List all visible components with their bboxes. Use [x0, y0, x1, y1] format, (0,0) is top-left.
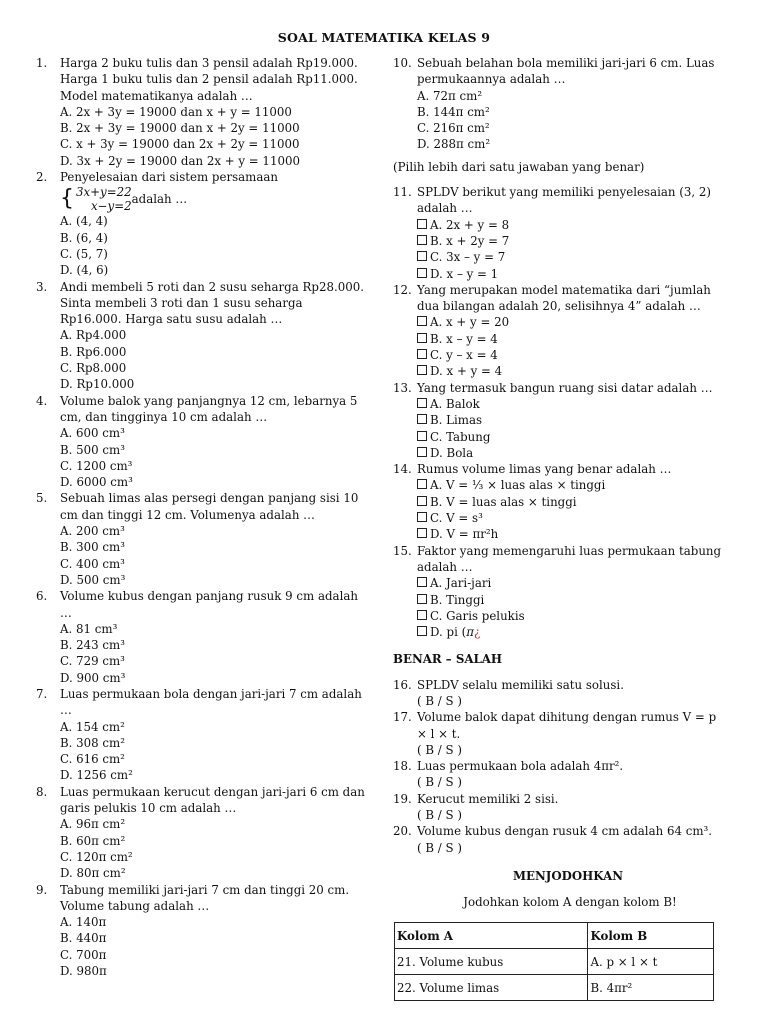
checkbox[interactable] [417, 610, 427, 620]
question-number: 7. [36, 686, 48, 701]
question-item [393, 677, 733, 710]
question-text-line: Andi membeli 5 roti dan 2 susu seharga Rp28.000. [60, 279, 364, 294]
question-item [36, 686, 372, 784]
question-body [60, 588, 372, 686]
checkbox[interactable] [417, 268, 427, 278]
option-label: C. 120π cm² [60, 849, 133, 864]
question-number: 19. [393, 791, 412, 806]
matching-heading: MENJODOHKAN [512, 868, 624, 883]
checkbox[interactable] [417, 365, 427, 375]
question-item [393, 823, 733, 856]
question-item [393, 758, 733, 791]
option-label: A. 154 cm² [60, 719, 125, 734]
question-item [393, 461, 733, 542]
checkbox[interactable] [417, 447, 427, 457]
question-item [393, 55, 733, 153]
question-number: 10. [393, 56, 412, 70]
equation-stack [76, 185, 132, 213]
option-label: C. 1200 cm³ [60, 458, 133, 473]
question-item [393, 791, 733, 824]
question-body [417, 677, 733, 710]
question-text-line: Luas permukaan bola dengan jari-jari 7 cm adalah [60, 686, 362, 701]
option-label: D. (4, 6) [60, 263, 109, 278]
question-text-line: Volume kubus dengan rusuk 4 cm adalah 64 cm³. [417, 824, 712, 839]
question-text-line: Volume kubus dengan panjang rusuk 9 cm adalah [60, 589, 358, 604]
option-label: D. pi ( [430, 625, 467, 640]
option-label: C. x + 3y = 19000 dan 2x + 2y = 11000 [60, 137, 300, 152]
checkbox[interactable] [417, 512, 427, 522]
option-label: C. 616 cm² [60, 752, 125, 767]
answer-option [60, 120, 372, 136]
checkbox-option[interactable] [417, 396, 733, 412]
option-label: D. V = πr²h [430, 527, 499, 542]
question-body [60, 279, 372, 393]
checkbox[interactable] [417, 479, 427, 489]
question-item [393, 184, 733, 282]
answer-option [417, 88, 733, 104]
option-label: D. 900 cm³ [60, 670, 126, 685]
matching-table-row [395, 975, 714, 1001]
right-column [393, 55, 733, 1001]
question-item [36, 784, 372, 882]
answer-option [417, 136, 733, 152]
option-label: B. 440π [60, 931, 107, 946]
option-label: B. V = luas alas × tinggi [430, 494, 577, 509]
question-number: 1. [36, 56, 48, 70]
pi-symbol: π [466, 625, 474, 640]
question-body [60, 169, 372, 278]
option-label: D. 80π cm² [60, 866, 126, 881]
checkbox-option[interactable] [417, 510, 733, 526]
answer-option [60, 425, 372, 441]
question-text-line: Harga 2 buku tulis dan 3 pensil adalah Rp19.000. [60, 56, 358, 70]
question-item [393, 709, 733, 758]
equation-2: x−y=2 [91, 199, 132, 214]
question-body [60, 882, 372, 980]
option-label: B. Tinggi [430, 592, 485, 607]
question-body [417, 791, 733, 824]
matching-table-row [395, 948, 714, 974]
page-title: SOAL MATEMATIKA KELAS 9 [277, 30, 491, 45]
question-text-line: adalah … [417, 559, 473, 574]
answer-option [60, 621, 372, 637]
question-item [393, 380, 733, 461]
option-label: D. 500 cm³ [60, 572, 126, 587]
checkbox[interactable] [417, 414, 427, 424]
option-label: D. 980π [60, 964, 107, 979]
checkbox[interactable] [417, 398, 427, 408]
question-number: 9. [36, 882, 48, 897]
checkbox-option[interactable] [417, 429, 733, 445]
brace-symbol: { [60, 186, 74, 212]
true-false-answer: ( B / S ) [417, 742, 462, 757]
option-label: A. 200 cm³ [60, 524, 125, 539]
option-label: B. Limas [430, 413, 483, 428]
question-body [60, 55, 372, 169]
answer-option [60, 735, 372, 751]
checkbox[interactable] [417, 316, 427, 326]
true-false-answer: ( B / S ) [417, 693, 462, 708]
option-label: C. 700π [60, 947, 107, 962]
matching-header-cell: Kolom A [395, 922, 588, 948]
answer-option [60, 360, 372, 376]
checkbox[interactable] [417, 333, 427, 343]
true-false-answer: ( B / S ) [417, 775, 462, 790]
question-text-line: Tabung memiliki jari-jari 7 cm dan tinggi 20 cm. [60, 882, 350, 897]
question-number: 8. [36, 784, 48, 799]
answer-option [60, 767, 372, 783]
option-label: A. (4, 4) [60, 214, 108, 229]
equation-suffix: adalah … [131, 192, 188, 207]
answer-option [60, 670, 372, 686]
answer-option [60, 914, 372, 930]
option-label: C. 400 cm³ [60, 556, 125, 571]
answer-option [60, 539, 372, 555]
option-label: B. 144π cm² [417, 104, 490, 119]
question-body [417, 282, 733, 380]
option-label: B. 243 cm³ [60, 638, 125, 653]
option-label: B. (6, 4) [60, 230, 108, 245]
option-label: A. Balok [430, 396, 480, 411]
matching-cell: A. p × l × t [588, 948, 714, 974]
checkbox-option[interactable] [417, 608, 733, 624]
checkbox[interactable] [417, 349, 427, 359]
question-text-line: Penyelesaian dari sistem persamaan [60, 170, 279, 185]
question-text-line: Yang termasuk bangun ruang sisi datar adalah … [417, 380, 713, 395]
question-text-line: … [60, 605, 72, 620]
checkbox-option[interactable] [417, 249, 733, 265]
question-body [417, 461, 733, 542]
checkbox-option[interactable] [417, 266, 733, 282]
question-item [36, 588, 372, 686]
checkbox-option[interactable] [417, 233, 733, 249]
option-label: D. 1256 cm² [60, 768, 133, 783]
option-label: B. x – y = 4 [430, 331, 498, 346]
question-item [36, 882, 372, 980]
question-text-line: Luas permukaan bola adalah 4πr². [417, 759, 624, 774]
checkbox[interactable] [417, 594, 427, 604]
question-number: 11. [393, 185, 412, 200]
matching-table-header-row [395, 922, 714, 948]
question-text-line: cm, dan tingginya 10 cm adalah … [60, 409, 268, 424]
question-body [60, 784, 372, 882]
option-label: B. 500 cm³ [60, 442, 125, 457]
answer-option [417, 104, 733, 120]
question-number: 14. [393, 462, 412, 477]
option-label: D. 6000 cm³ [60, 475, 133, 490]
question-body [417, 184, 733, 282]
equation-1: 3x+y=22 [76, 185, 132, 200]
question-item [36, 279, 372, 393]
matching-table [394, 922, 714, 1002]
question-text-line: SPLDV berikut yang memiliki penyelesaian (3, 2) [417, 185, 711, 200]
question-item [36, 169, 372, 278]
checkbox[interactable] [417, 235, 427, 245]
question-number: 2. [36, 170, 48, 185]
option-label: D. Bola [430, 445, 474, 460]
option-label: A. 2x + 3y = 19000 dan x + y = 11000 [60, 104, 292, 119]
option-label: B. 300 cm³ [60, 540, 125, 555]
option-label: D. Rp10.000 [60, 377, 135, 392]
option-label: A. 2x + y = 8 [430, 217, 510, 232]
question-item [393, 543, 733, 641]
question-number: 17. [393, 710, 412, 725]
checkbox[interactable] [417, 431, 427, 441]
question-body [417, 758, 733, 791]
option-label: D. x + y = 4 [430, 364, 503, 379]
broken-character: ¿ [473, 625, 481, 640]
checkbox[interactable] [417, 251, 427, 261]
question-body [417, 709, 733, 758]
checkbox-option[interactable] [417, 494, 733, 510]
answer-option [60, 719, 372, 735]
option-label: A. 81 cm³ [60, 621, 118, 636]
question-text-line: garis pelukis 10 cm adalah … [60, 801, 237, 816]
option-label: D. 3x + 2y = 19000 dan 2x + y = 11000 [60, 153, 300, 168]
option-label: A. 140π [60, 915, 107, 930]
answer-option [60, 751, 372, 767]
option-label: C. 3x – y = 7 [430, 250, 506, 265]
question-number: 4. [36, 393, 48, 408]
answer-option [60, 556, 372, 572]
answer-option [60, 262, 372, 278]
option-label: C. Rp8.000 [60, 361, 127, 376]
answer-option [60, 523, 372, 539]
answer-option [60, 637, 372, 653]
question-text-line: Sinta membeli 3 roti dan 1 susu seharga [60, 295, 303, 310]
answer-option [60, 136, 372, 152]
option-label: D. 288π cm² [417, 137, 491, 152]
multi-choice-note: (Pilih lebih dari satu jawaban yang benar) [393, 159, 645, 174]
option-label: A. x + y = 20 [430, 315, 510, 330]
checkbox-option[interactable] [417, 412, 733, 428]
checkbox-option[interactable] [417, 592, 733, 608]
answer-option [60, 816, 372, 832]
answer-option [60, 213, 372, 229]
question-body [417, 380, 733, 461]
question-body [60, 686, 372, 784]
option-label: B. Rp6.000 [60, 344, 127, 359]
checkbox[interactable] [417, 577, 427, 587]
checkbox[interactable] [417, 528, 427, 538]
checkbox-option[interactable] [417, 363, 733, 379]
matching-instruction: Jodohkan kolom A dengan kolom B! [463, 895, 677, 910]
option-label: C. 729 cm³ [60, 654, 125, 669]
checkbox-option[interactable] [417, 575, 733, 591]
question-number: 5. [36, 491, 48, 506]
question-number: 13. [393, 380, 412, 395]
answer-option [60, 947, 372, 963]
true-false-answer: ( B / S ) [417, 808, 462, 823]
question-text-line: Volume balok yang panjangnya 12 cm, lebarnya 5 [60, 393, 358, 408]
answer-option [417, 120, 733, 136]
matching-header-cell: Kolom B [588, 922, 714, 948]
checkbox-option[interactable] [417, 477, 733, 493]
question-text-line: Sebuah belahan bola memiliki jari-jari 6 cm. Luas [417, 56, 715, 70]
option-label: B. x + 2y = 7 [430, 233, 510, 248]
question-text-line: dua bilangan adalah 20, selisihnya 4” adalah … [417, 299, 701, 314]
option-label: C. 216π cm² [417, 121, 490, 136]
left-column [36, 55, 372, 979]
question-body [417, 55, 733, 153]
question-number: 6. [36, 589, 48, 604]
question-number: 15. [393, 543, 412, 558]
option-label: C. y – x = 4 [430, 348, 498, 363]
answer-option [60, 104, 372, 120]
question-text-line: Rumus volume limas yang benar adalah … [417, 462, 672, 477]
option-label: C. (5, 7) [60, 246, 108, 261]
checkbox-option[interactable] [417, 331, 733, 347]
answer-option [60, 849, 372, 865]
question-text-line: … [60, 703, 72, 718]
answer-option [60, 963, 372, 979]
option-label: A. Rp4.000 [60, 328, 127, 343]
question-text-line: Sebuah limas alas persegi dengan panjang sisi 10 [60, 491, 359, 506]
answer-option [60, 230, 372, 246]
checkbox[interactable] [417, 626, 427, 636]
question-text-line: cm dan tinggi 12 cm. Volumenya adalah … [60, 507, 315, 522]
equation-system [60, 185, 372, 213]
answer-option [60, 246, 372, 262]
question-text-line: Volume balok dapat dihitung dengan rumus V = p [417, 710, 717, 725]
question-body [60, 490, 372, 588]
question-text-line: adalah … [417, 201, 473, 216]
option-label: B. 60π cm² [60, 833, 126, 848]
question-number: 16. [393, 677, 412, 692]
question-body [417, 543, 733, 641]
answer-option [60, 833, 372, 849]
question-item [393, 282, 733, 380]
question-text-line: Harga 1 buku tulis dan 2 pensil adalah Rp11.000. [60, 72, 358, 87]
true-false-answer: ( B / S ) [417, 840, 462, 855]
matching-cell: 22. Volume limas [395, 975, 588, 1001]
checkbox-option[interactable] [417, 217, 733, 233]
option-label: A. 72π cm² [417, 88, 483, 103]
option-label: D. x – y = 1 [430, 266, 499, 281]
answer-option [60, 442, 372, 458]
question-number: 20. [393, 824, 412, 839]
answer-option [60, 474, 372, 490]
option-label: A. V = ⅓ × luas alas × tinggi [430, 478, 606, 493]
true-false-heading: BENAR – SALAH [393, 652, 503, 667]
checkbox[interactable] [417, 219, 427, 229]
question-text-line: × l × t. [417, 726, 461, 741]
option-label: B. 2x + 3y = 19000 dan x + 2y = 11000 [60, 121, 300, 136]
answer-option [60, 865, 372, 881]
answer-option [60, 572, 372, 588]
question-text-line: Model matematikanya adalah … [60, 88, 253, 103]
checkbox[interactable] [417, 496, 427, 506]
question-text-line: Faktor yang memengaruhi luas permukaan tabung [417, 543, 722, 558]
answer-option [60, 653, 372, 669]
question-text-line: Volume tabung adalah … [60, 898, 210, 913]
question-number: 12. [393, 282, 412, 297]
matching-cell: 21. Volume kubus [395, 948, 588, 974]
answer-option [60, 344, 372, 360]
question-item [36, 490, 372, 588]
question-text-line: Luas permukaan kerucut dengan jari-jari 6 cm dan [60, 784, 365, 799]
question-text-line: Rp16.000. Harga satu susu adalah … [60, 312, 283, 327]
option-label: A. Jari-jari [430, 576, 492, 591]
checkbox-option[interactable] [417, 347, 733, 363]
question-number: 3. [36, 279, 48, 294]
option-label: C. V = s³ [430, 511, 483, 526]
checkbox-option[interactable] [417, 526, 733, 542]
option-label: B. 308 cm² [60, 735, 125, 750]
question-item [36, 55, 372, 169]
answer-option [60, 153, 372, 169]
question-text-line: Kerucut memiliki 2 sisi. [417, 791, 559, 806]
matching-cell: B. 4πr² [588, 975, 714, 1001]
option-label: C. Tabung [430, 429, 491, 444]
question-text-line: permukaannya adalah … [417, 72, 566, 87]
question-text-line: SPLDV selalu memiliki satu solusi. [417, 677, 624, 692]
option-label: A. 600 cm³ [60, 426, 125, 441]
option-label: C. Garis pelukis [430, 608, 525, 623]
option-label: A. 96π cm² [60, 817, 126, 832]
question-body [60, 393, 372, 491]
checkbox-option[interactable] [417, 314, 733, 330]
answer-option [60, 458, 372, 474]
checkbox-option[interactable] [417, 624, 733, 640]
question-number: 18. [393, 759, 412, 774]
question-item [36, 393, 372, 491]
question-text-line: Yang merupakan model matematika dari “jumlah [417, 282, 711, 297]
answer-option [60, 930, 372, 946]
question-body [417, 823, 733, 856]
answer-option [60, 376, 372, 392]
answer-option [60, 327, 372, 343]
checkbox-option[interactable] [417, 445, 733, 461]
